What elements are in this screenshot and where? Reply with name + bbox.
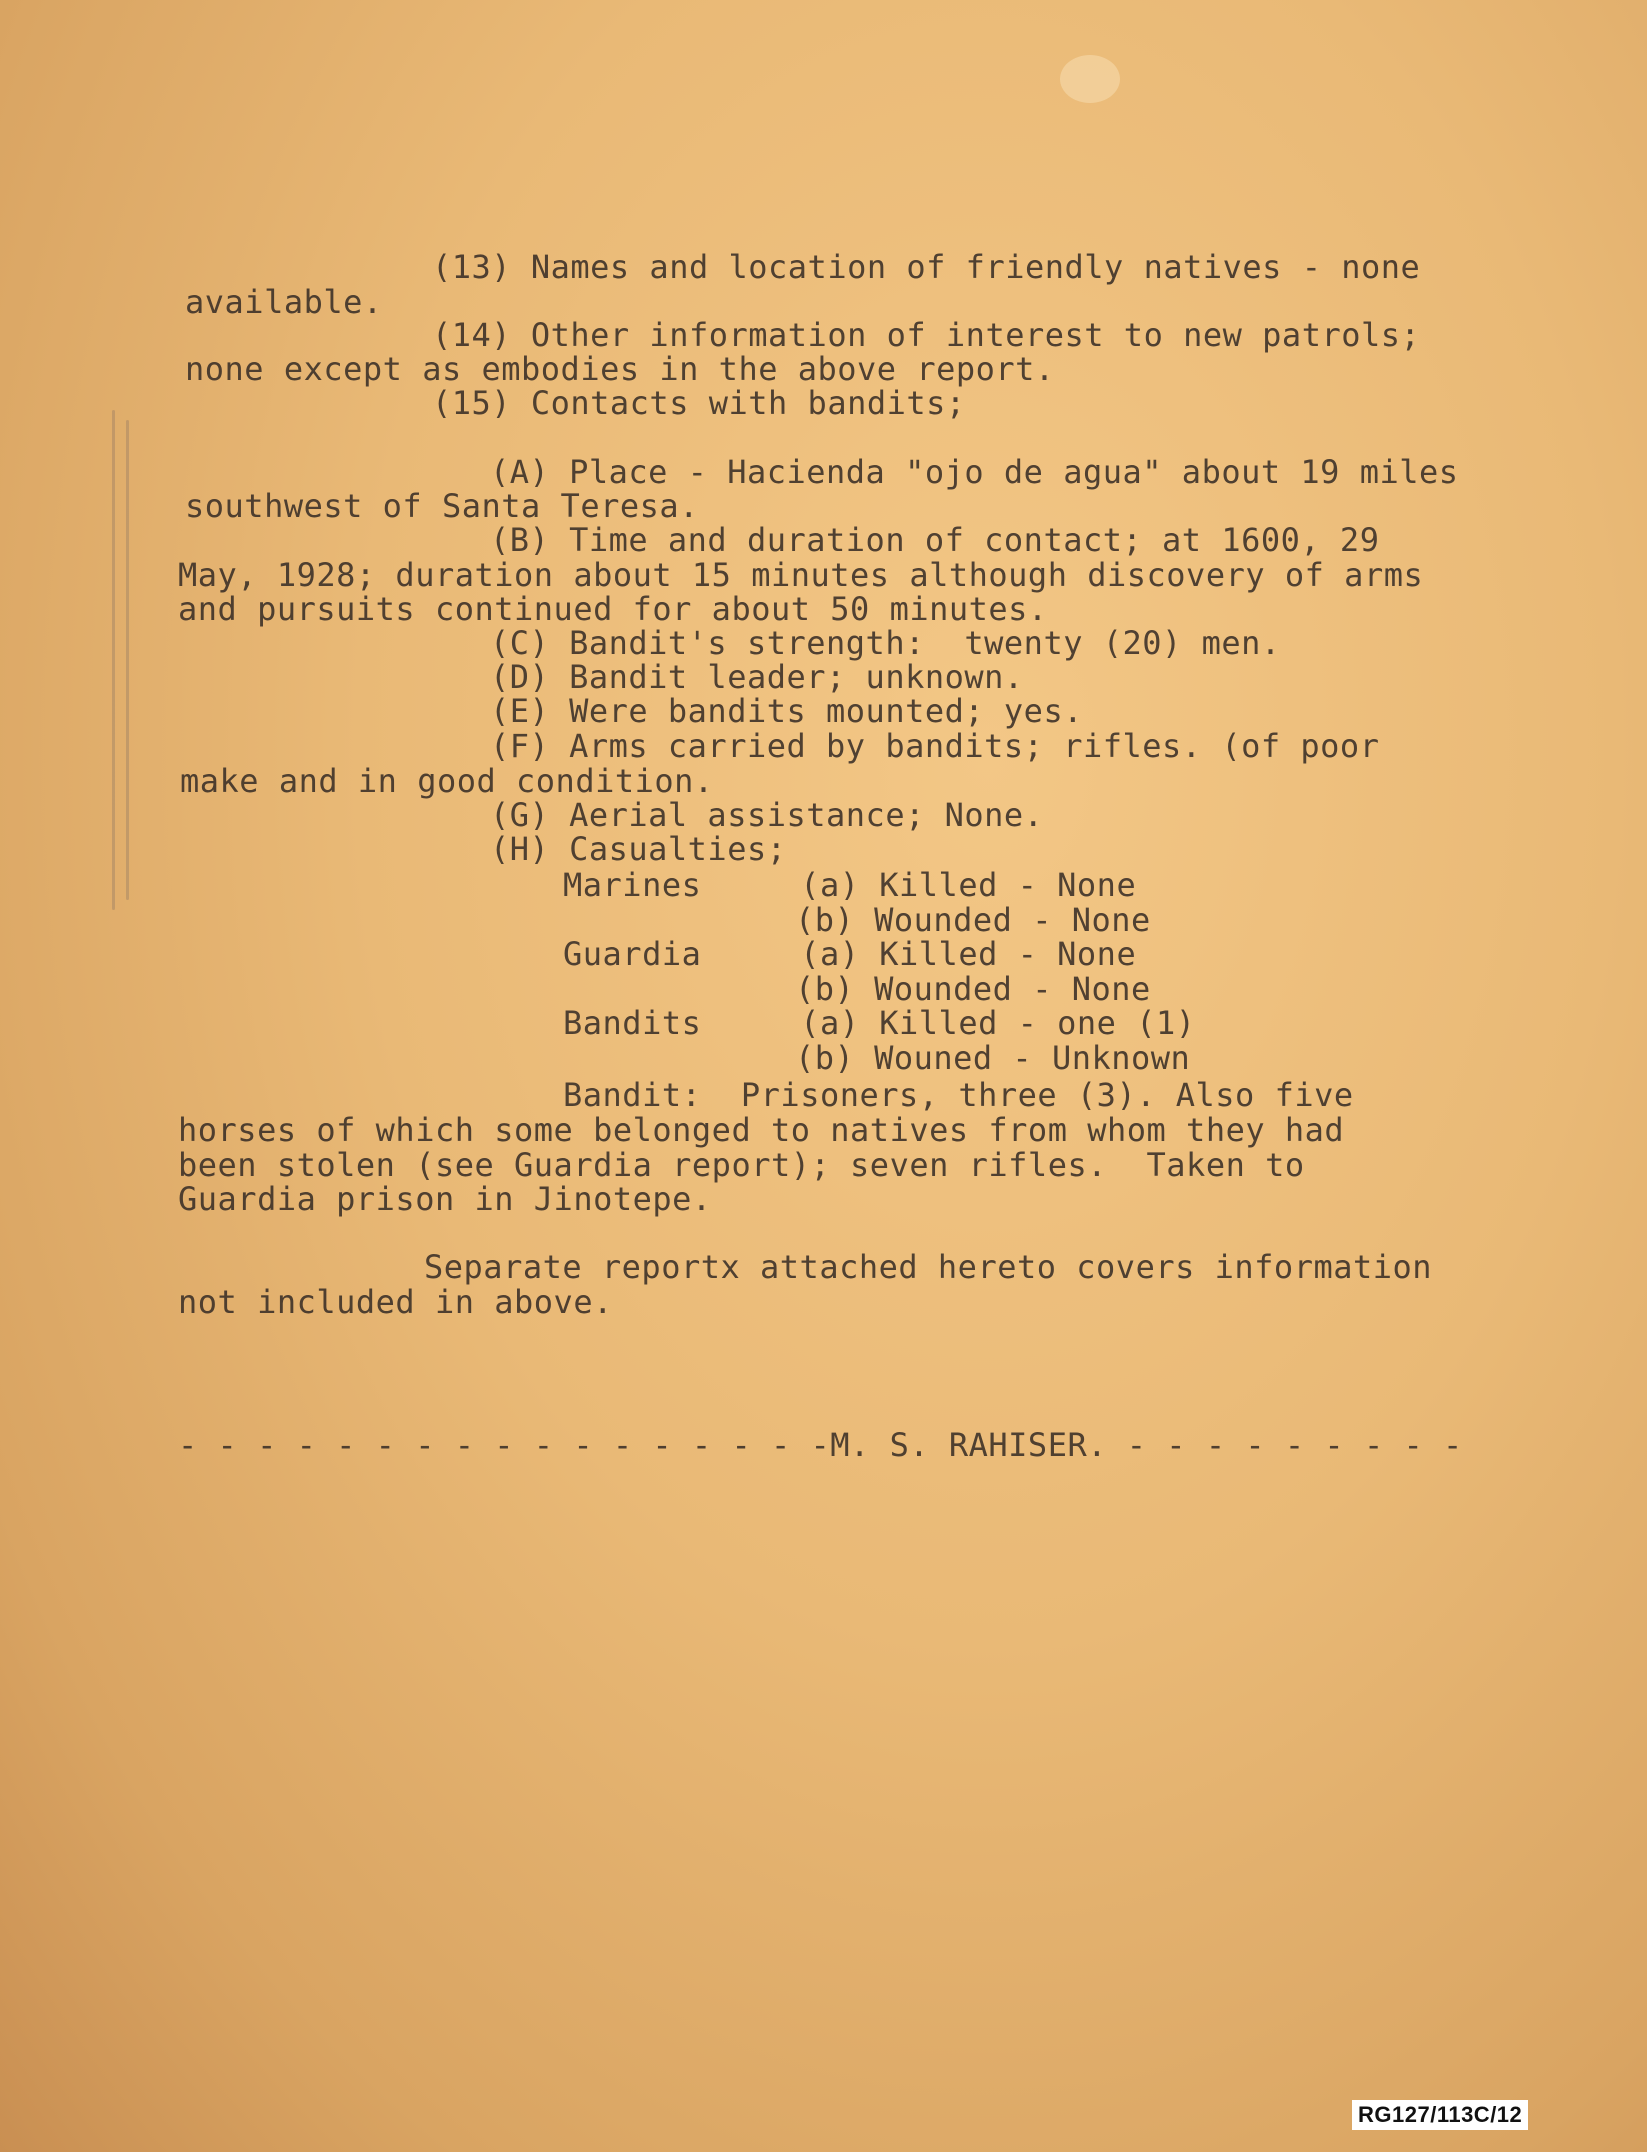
text-line: not included in above. [178,1283,613,1321]
text-line: (15) Contacts with bandits; [432,384,966,422]
signature-line: - - - - - - - - - - - - - - - - -M. S. RAHISER. - - - - - - - - - [178,1426,1463,1464]
text-line: Guardia prison in Jinotepe. [178,1180,712,1218]
casualty-line: (b) Wounded - None [795,901,1151,939]
text-line: (F) Arms carried by bandits; rifles. (of poor [490,727,1380,765]
casualty-line: Bandits (a) Killed - one (1) [563,1004,1196,1042]
text-line: Separate reportx attached hereto covers information [424,1248,1433,1286]
text-line: (13) Names and location of friendly natives - none [432,248,1421,286]
text-line: southwest of Santa Teresa. [185,487,699,525]
casualty-line: (b) Wounded - None [795,970,1151,1008]
casualty-line: (b) Wouned - Unknown [795,1039,1191,1077]
text-line: available. [185,283,383,321]
text-line: (B) Time and duration of contact; at 1600, 29 [490,521,1380,559]
text-line: (14) Other information of interest to new patrols; [432,316,1421,354]
text-line: May, 1928; duration about 15 minutes although discovery of arms [178,556,1424,594]
text-line: none except as embodies in the above report. [185,350,1055,388]
text-line: Bandit: Prisoners, three (3). Also five [563,1076,1354,1114]
margin-pencil-mark [112,410,115,910]
text-line: (C) Bandit's strength: twenty (20) men. [490,624,1281,662]
text-line: (A) Place - Hacienda "ojo de agua" about 19 miles [490,453,1459,491]
archive-code-label: RG127/113C/12 [1352,2100,1528,2130]
punch-hole [1060,55,1120,103]
text-line: make and in good condition. [180,762,714,800]
text-line: (E) Were bandits mounted; yes. [490,692,1083,730]
casualty-line: Guardia (a) Killed - None [563,935,1137,973]
text-line: (D) Bandit leader; unknown. [490,658,1024,696]
text-line: (G) Aerial assistance; None. [490,796,1044,834]
margin-pencil-mark [126,420,129,900]
text-line: and pursuits continued for about 50 minutes. [178,590,1048,628]
text-line: (H) Casualties; [490,830,787,868]
text-line: been stolen (see Guardia report); seven rifles. Taken to [178,1146,1305,1184]
text-line: horses of which some belonged to natives from whom they had [178,1111,1345,1149]
casualty-line: Marines (a) Killed - None [563,866,1137,904]
